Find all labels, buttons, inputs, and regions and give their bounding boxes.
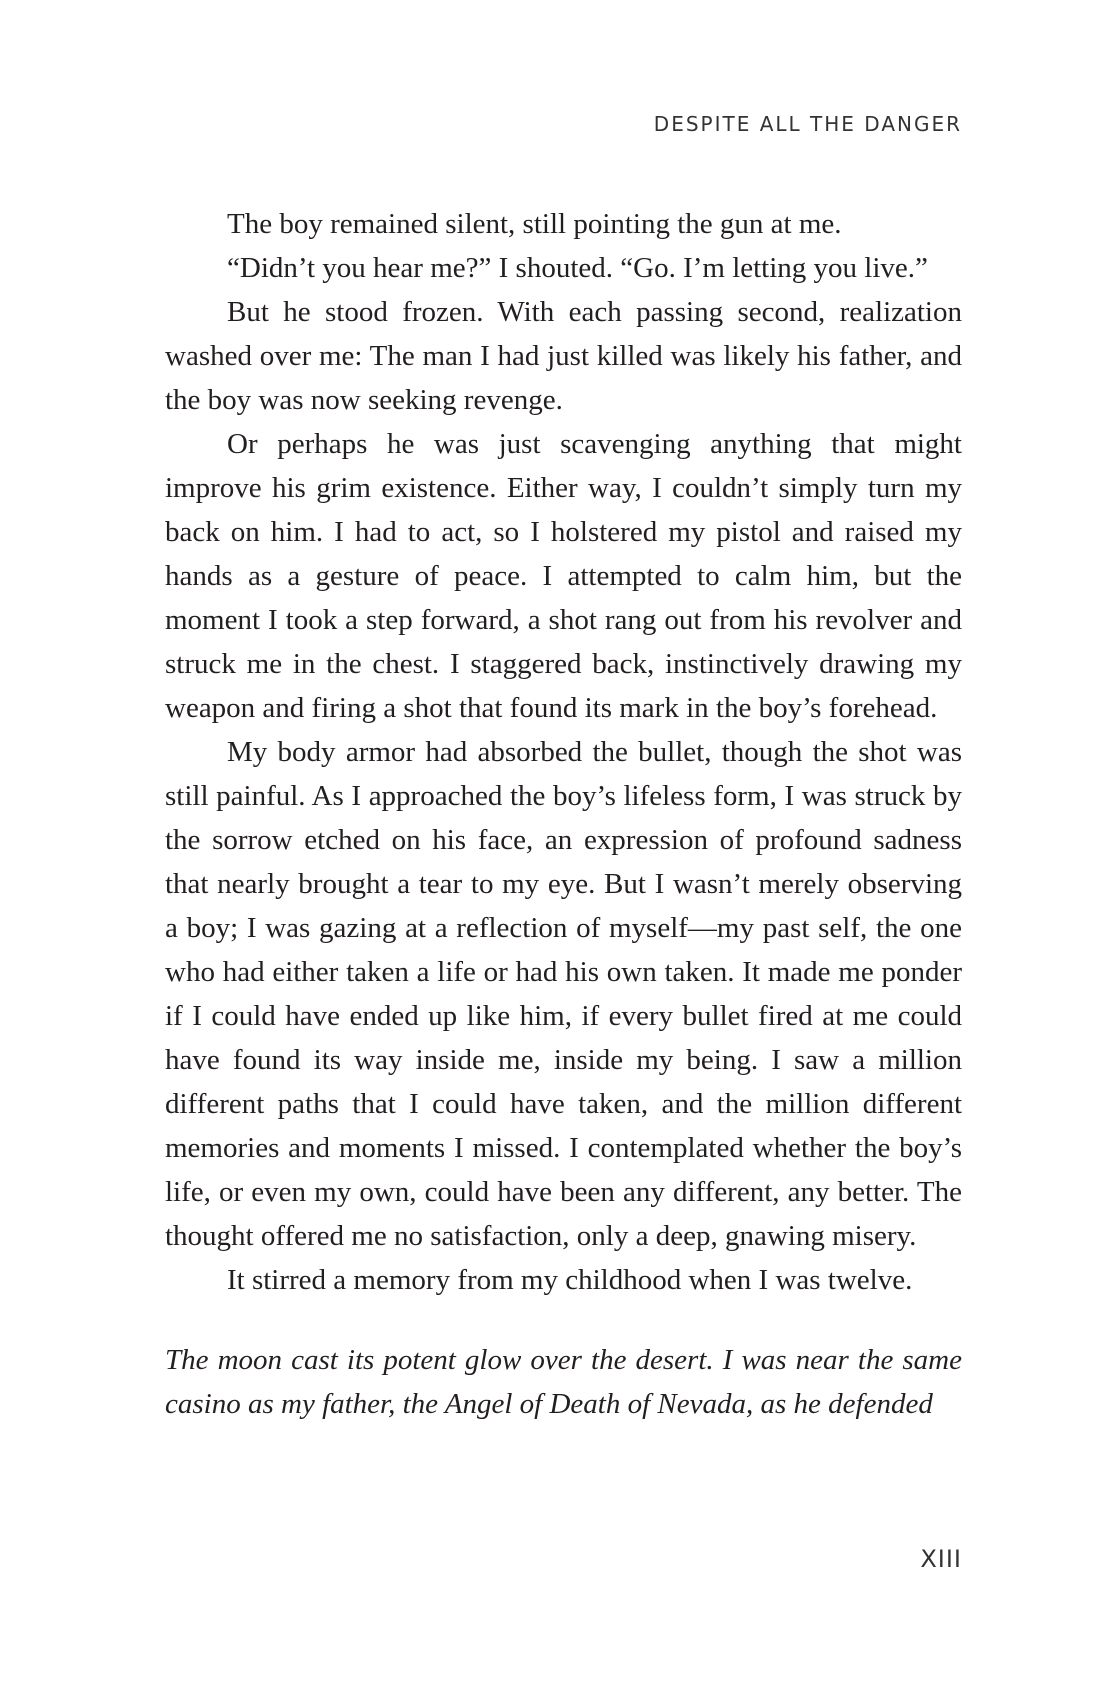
page-number: XIII <box>920 1545 962 1573</box>
paragraph: Or perhaps he was just scavenging anything that might improve his grim existence. Either way, I couldn’t simply turn my back on him. I had to act, so I holstered my pistol and raised my hands as a gesture of peace. I attempted to calm him, but the moment I took a step forward, a shot rang out from his revolver and struck me in the chest. I staggered back, instinctively drawing my weapon and firing a shot that found its mark in the boy’s forehead. <box>165 428 962 724</box>
italic-flashback-paragraph: The moon cast its potent glow over the desert. I was near the same casino as my father, the Angel of Death of Nevada, as he defended <box>165 1344 962 1420</box>
paragraph: It stirred a memory from my childhood when I was twelve. <box>227 1264 913 1296</box>
paragraph: “Didn’t you hear me?” I shouted. “Go. I’m letting you live.” <box>227 252 928 284</box>
running-head: DESPITE ALL THE DANGER <box>653 112 962 136</box>
paragraph: The boy remained silent, still pointing the gun at me. <box>227 208 842 240</box>
body-text <box>165 202 962 1426</box>
paragraph: My body armor had absorbed the bullet, though the shot was still painful. As I approached the boy’s lifeless form, I was struck by the sorrow etched on his face, an expression of profound sadness that nearly brought a tear to my eye. But I wasn’t merely observing a boy; I was gazing at a reflection of myself—my past self, the one who had either taken a life or had his own taken. It made me ponder if I could have ended up like him, if every bullet fired at me could have found its way inside me, inside my being. I saw a million different paths that I could have taken, and the million different memories and moments I missed. I contemplated whether the boy’s life, or even my own, could have been any different, any better. The thought offered me no satisfaction, only a deep, gnawing misery. <box>165 736 962 1252</box>
paragraph: But he stood frozen. With each passing second, realization washed over me: The man I had just killed was likely his father, and the boy was now seeking revenge. <box>165 296 962 416</box>
